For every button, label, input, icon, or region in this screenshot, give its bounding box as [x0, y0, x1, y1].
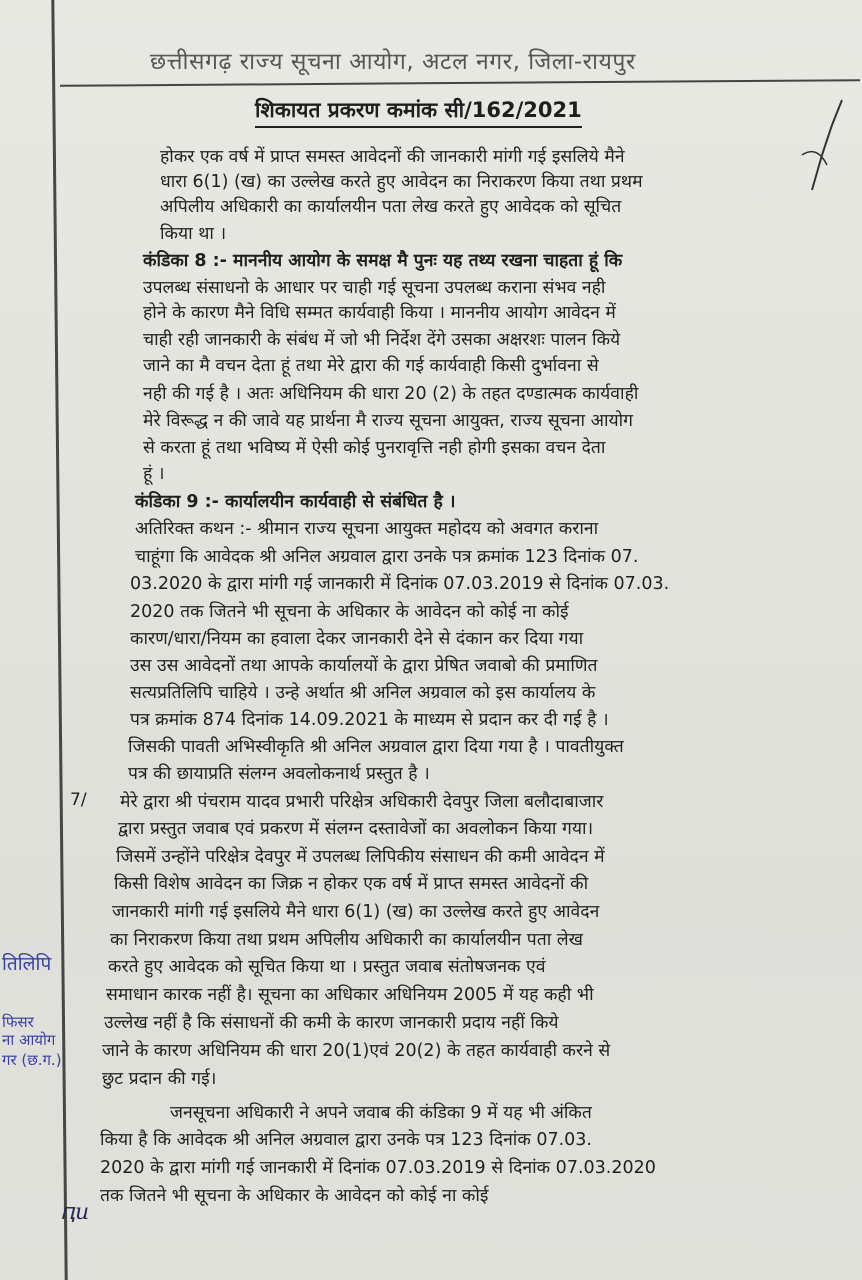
header-divider: [60, 79, 860, 87]
text-line: कंडिका 8 :- माननीय आयोग के समक्ष मै पुनः यह तथ्य रखना चाहता हूं कि: [143, 251, 623, 271]
handwritten-mark: ԥu: [60, 1200, 90, 1225]
text-line: जाने का मै वचन देता हूं तथा मेरे द्वारा की गई कार्यवाही किसी दुर्भावना से: [143, 356, 599, 376]
margin-border-line: [51, 0, 67, 1280]
text-line: 2020 तक जितने भी सूचना के अधिकार के आवेदन को कोई ना कोई: [130, 602, 569, 622]
text-line: से करता हूं तथा भविष्य में ऐसी कोई पुनरावृत्ति नही होगी इसका वचन देता: [143, 438, 606, 458]
text-line: पत्र की छायाप्रति संलग्न अवलोकनार्थ प्रस्तुत है ।: [128, 764, 430, 784]
stamp-text: गर (छ.ग.): [2, 1051, 62, 1069]
text-line: जाने के कारण अधिनियम की धारा 20(1)एवं 20(2) के तहत कार्यवाही करने से: [102, 1041, 611, 1061]
text-line: मेरे द्वारा श्री पंचराम यादव प्रभारी परिक्षेत्र अधिकारी देवपुर जिला बलौदाबाजार: [120, 792, 604, 812]
stamp-text: फिसर: [2, 1013, 34, 1031]
text-line: का निराकरण किया तथा प्रथम अपिलीय अधिकारी का कार्यालयीन पता लेख: [110, 930, 583, 950]
text-line: किसी विशेष आवेदन का जिक्र न होकर एक वर्ष में प्राप्त समस्त आवेदनों की: [114, 874, 589, 894]
text-line: जनसूचना अधिकारी ने अपने जवाब की कंडिका 9 में यह भी अंकित: [170, 1103, 592, 1123]
text-line: द्वारा प्रस्तुत जवाब एवं प्रकरण में संलग्न दस्तावेजों का अवलोकन किया गया।: [118, 819, 594, 839]
text-line: चाही रही जानकारी के संबंध में जो भी निर्देश देंगे उसका अक्षरशः पालन किये: [143, 330, 621, 350]
text-line: होने के कारण मैने विधि सम्मत कार्यवाही किया । माननीय आयोग आवेदन में: [143, 303, 616, 323]
text-line: करते हुए आवेदक को सूचित किया था । प्रस्तुत जवाब संतोषजनक एवं: [108, 957, 546, 977]
text-line: चाहूंगा कि आवेदक श्री अनिल अग्रवाल द्वारा उनके पत्र क्रमांक 123 दिनांक 07.: [135, 547, 639, 567]
pen-scribble-icon: [792, 95, 852, 195]
text-line: धारा 6(1) (ख) का उल्लेख करते हुए आवेदन का निराकरण किया तथा प्रथम: [160, 172, 643, 192]
stamp-text: ना आयोग: [2, 1031, 56, 1049]
text-line: होकर एक वर्ष में प्राप्त समस्त आवेदनों की जानकारी मांगी गई इसलिये मैने: [160, 147, 625, 167]
text-line: तक जितने भी सूचना के अधिकार के आवेदन को कोई ना कोई: [100, 1186, 489, 1206]
text-line: 03.2020 के द्वारा मांगी गई जानकारी में दिनांक 07.03.2019 से दिनांक 07.03.: [130, 574, 670, 594]
text-line: छुट प्रदान की गई।: [102, 1069, 217, 1089]
text-line: अतिरिक्त कथन :- श्रीमान राज्य सूचना आयुक्त महोदय को अवगत कराना: [135, 519, 599, 539]
text-line: जिसमें उन्होंने परिक्षेत्र देवपुर में उपलब्ध लिपिकीय संसाधन की कमी आवेदन में: [116, 847, 605, 867]
text-line: जानकारी मांगी गई इसलिये मैने धारा 6(1) (ख) का उल्लेख करते हुए आवेदन: [112, 902, 600, 922]
commission-header: छत्तीसगढ़ राज्य सूचना आयोग, अटल नगर, जिला-रायपुर: [150, 49, 636, 75]
text-line: किया है कि आवेदक श्री अनिल अग्रवाल द्वारा उनके पत्र 123 दिनांक 07.03.: [100, 1130, 592, 1150]
text-line: अपिलीय अधिकारी का कार्यालयीन पता लेख करते हुए आवेदक को सूचित: [160, 197, 622, 217]
text-line: उल्लेख नहीं है कि संसाधनों की कमी के कारण जानकारी प्रदाय नहीं किये: [104, 1013, 559, 1033]
text-line: कंडिका 9 :- कार्यालयीन कार्यवाही से संबंधित है ।: [135, 492, 456, 512]
text-line: मेरे विरूद्ध न की जावे यह प्रार्थना मै राज्य सूचना आयुक्त, राज्य सूचना आयोग: [143, 411, 633, 431]
text-line: सत्यप्रतिलिपि चाहिये । उन्हे अर्थात श्री अनिल अग्रवाल को इस कार्यालय के: [130, 683, 596, 703]
paragraph-number: 7/: [70, 790, 87, 810]
text-line: समाधान कारक नहीं है। सूचना का अधिकार अधिनियम 2005 में यह कही भी: [106, 985, 594, 1005]
text-line: नही की गई है । अतः अधिनियम की धारा 20 (2) के तहत दण्डात्मक कार्यवाही: [143, 384, 639, 404]
text-line: उपलब्ध संसाधनो के आधार पर चाही गई सूचना उपलब्ध कराना संभव नही: [143, 278, 606, 298]
text-line: उस उस आवेदनों तथा आपके कार्यालयों के द्वारा प्रेषित जवाबो की प्रमाणित: [130, 656, 598, 676]
text-line: कारण/धारा/नियम का हवाला देकर जानकारी देने से दंकान कर दिया गया: [130, 629, 584, 649]
text-line: 2020 के द्वारा मांगी गई जानकारी में दिनांक 07.03.2019 से दिनांक 07.03.2020: [100, 1158, 656, 1178]
text-line: हूं ।: [143, 464, 165, 484]
text-line: किया था ।: [160, 224, 227, 244]
text-line: पत्र क्रमांक 874 दिनांक 14.09.2021 के माध्यम से प्रदान कर दी गई है ।: [130, 710, 609, 730]
text-line: जिसकी पावती अभिस्वीकृति श्री अनिल अग्रवाल द्वारा दिया गया है । पावतीयुक्त: [128, 737, 624, 757]
case-title: शिकायत प्रकरण कमांक सी/162/2021: [255, 96, 582, 128]
stamp-text: तिलिपि: [2, 953, 52, 975]
